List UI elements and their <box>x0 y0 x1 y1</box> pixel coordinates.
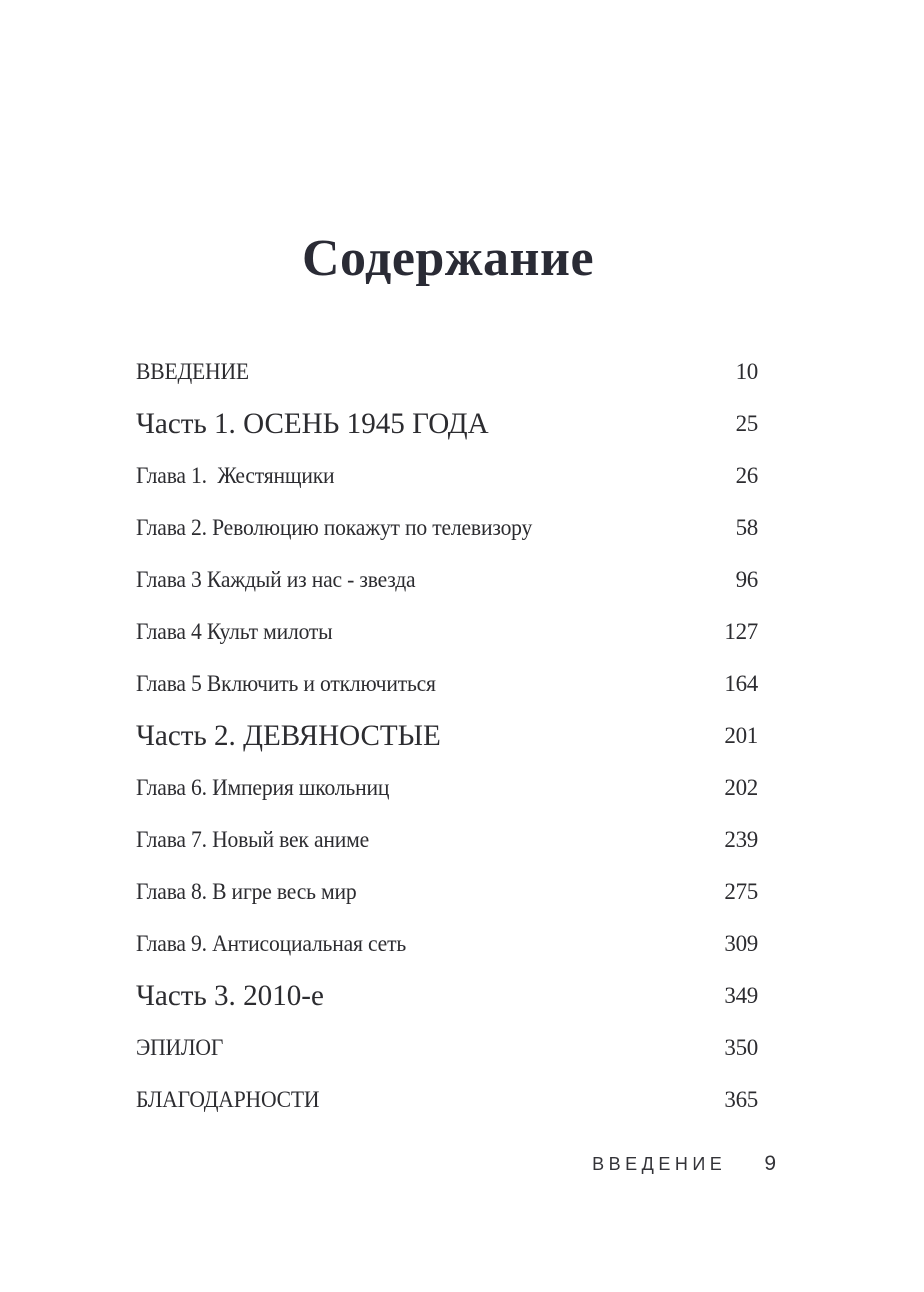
toc-entry-page: 25 <box>735 411 758 436</box>
page-title: Содержание <box>301 229 595 287</box>
page-number: 9 <box>764 1152 776 1175</box>
toc-entry-chapter-1[interactable] <box>136 450 760 502</box>
toc-entry-page: 349 <box>724 983 758 1008</box>
toc-entry-page: 96 <box>735 567 758 592</box>
toc-entry-chapter-3[interactable] <box>136 554 760 606</box>
toc-entry-page: 350 <box>724 1035 758 1060</box>
toc-entry-page: 10 <box>735 359 758 384</box>
toc-entry-page: 239 <box>724 827 758 852</box>
toc-entry-label: Часть 3. 2010-е <box>136 979 324 1012</box>
page-footer <box>592 1152 776 1176</box>
toc-entry-part-2[interactable] <box>136 710 760 762</box>
toc-entry-chapter-9[interactable] <box>136 918 760 970</box>
toc-entry-acknowledgements[interactable] <box>136 1074 760 1126</box>
toc-entry-chapter-5[interactable] <box>136 658 760 710</box>
toc-entry-label: Глава 1. Жестянщики <box>136 463 335 488</box>
toc-entry-chapter-8[interactable] <box>136 866 760 918</box>
toc-entry-part-3[interactable] <box>136 970 760 1022</box>
toc-entry-page: 309 <box>724 931 758 956</box>
toc-entry-chapter-7[interactable] <box>136 814 760 866</box>
toc-entry-label: Глава 8. В игре весь мир <box>136 879 357 904</box>
toc-entry-page: 275 <box>724 879 758 904</box>
toc-entry-page: 127 <box>724 619 758 644</box>
toc-entry-label: Глава 5 Включить и отключиться <box>136 671 436 696</box>
table-of-contents <box>136 346 760 1126</box>
toc-entry-label: Глава 7. Новый век аниме <box>136 827 370 852</box>
toc-entry-label: БЛАГОДАРНОСТИ <box>136 1087 320 1112</box>
toc-entry-chapter-6[interactable] <box>136 762 760 814</box>
toc-entry-label: Часть 1. ОСЕНЬ 1945 ГОДА <box>136 407 489 440</box>
toc-entry-label: Глава 9. Антисоциальная сеть <box>136 931 407 956</box>
toc-entry-label: Часть 2. ДЕВЯНОСТЫЕ <box>136 719 441 752</box>
toc-entry-chapter-2[interactable] <box>136 502 760 554</box>
toc-entry-label: ВВЕДЕНИЕ <box>136 359 249 384</box>
toc-entry-label: Глава 3 Каждый из нас - звезда <box>136 567 416 592</box>
toc-entry-page: 26 <box>735 463 758 488</box>
toc-entry-label: ЭПИЛОГ <box>136 1035 224 1060</box>
toc-entry-page: 365 <box>724 1087 758 1112</box>
toc-entry-introduction[interactable] <box>136 346 760 398</box>
toc-entry-part-1[interactable] <box>136 398 760 450</box>
running-head: ВВЕДЕНИЕ <box>592 1153 727 1174</box>
toc-entry-page: 164 <box>724 671 758 696</box>
toc-entry-label: Глава 4 Культ милоты <box>136 619 333 644</box>
toc-entry-page: 201 <box>724 723 758 748</box>
toc-entry-page: 202 <box>724 775 758 800</box>
toc-entry-chapter-4[interactable] <box>136 606 760 658</box>
toc-entry-epilogue[interactable] <box>136 1022 760 1074</box>
toc-entry-label: Глава 6. Империя школьниц <box>136 775 390 800</box>
toc-entry-page: 58 <box>735 515 758 540</box>
toc-entry-label: Глава 2. Революцию покажут по телевизору <box>136 515 533 540</box>
